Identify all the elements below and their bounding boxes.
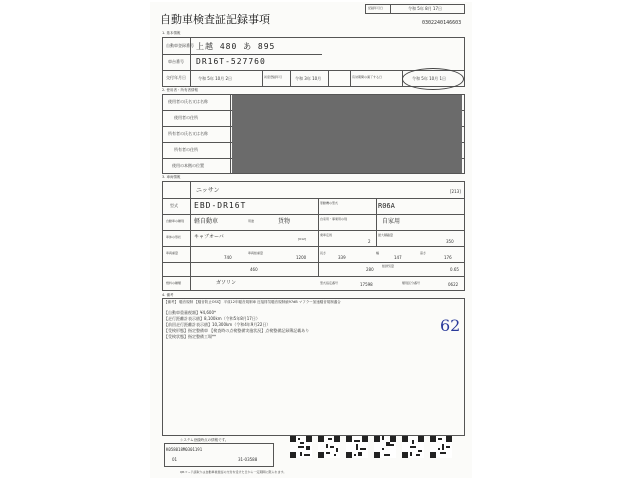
section-basic-heading: 1. 基本情報: [162, 31, 181, 35]
remarks-line-2: 【自動車重量税額】¥4,600*: [164, 310, 216, 315]
issue-date-label: 交付年月日: [166, 75, 186, 80]
user-address-label: 使用者の住所: [174, 115, 198, 120]
user-name-label: 使用者の氏名又は名称: [168, 99, 208, 104]
class-number: 0622: [448, 282, 459, 287]
height: 176: [444, 255, 452, 260]
expiry-date-circle: [402, 68, 464, 90]
footer-num: 01: [172, 457, 178, 462]
qr-code-4: [374, 436, 396, 458]
footer-code-2: 31-03588: [238, 457, 258, 462]
maker-name: ニッサン: [196, 187, 220, 194]
length: 339: [338, 255, 346, 260]
fuel-label: 燃料の種類: [166, 281, 182, 285]
max-load: 350: [446, 239, 454, 244]
chassis-label: 車台番号: [168, 59, 184, 64]
capacity: 2: [368, 239, 371, 244]
weight: 740: [224, 255, 232, 260]
gross-label: 車両総重量: [248, 251, 264, 255]
max-load-label: 最大積載量: [378, 233, 394, 237]
expiry-date: 令和 5年 10月 1日: [412, 76, 446, 81]
reg-number-label: 自動車登録番号: [166, 43, 194, 48]
remarks-line-6: 【受検状態】指定整備工場**: [164, 334, 216, 339]
maker-code: [213]: [450, 189, 461, 194]
model-cert-number: 17598: [360, 282, 373, 287]
class-label: 類別区分番号: [402, 281, 421, 285]
engine-label: 原動機の型式: [320, 201, 339, 205]
document-number: 0302240146603: [422, 20, 462, 26]
issue-date: 令和 5年 10月 2日: [198, 76, 232, 81]
gross-weight: 1200: [296, 255, 307, 260]
vehicle-kind: 軽自動車: [194, 218, 219, 225]
expiry-label: 有効期間の満了する日: [352, 75, 383, 79]
body-code: [012]: [298, 237, 307, 241]
engine-model: R06A: [378, 202, 395, 210]
first-reg-label: 初度登録年月: [264, 75, 283, 79]
qr-code-2: [318, 436, 340, 458]
qr-code-5: [402, 436, 424, 458]
axle-weight: 460: [250, 267, 258, 272]
record-date: 令和 5年 8月 17日: [408, 6, 442, 11]
footer-code-1: K058018M0301191: [166, 447, 203, 452]
record-date-label: 記録年月日: [368, 6, 384, 10]
remarks-line-4: 【前回走行距離計表示値】10,300km（令和4年9月22日）: [164, 322, 271, 327]
owner-name-label: 所有者の氏名又は名称: [168, 131, 208, 136]
body-label: 車体の形状: [166, 235, 182, 239]
capacity-label: 乗車定員: [320, 233, 333, 237]
qr-code-3: [346, 436, 368, 458]
model: EBD-DR16T: [194, 201, 247, 210]
width: 147: [394, 255, 402, 260]
height-label: 高さ: [420, 251, 427, 255]
footer-bottom-note: QRコード読取りは自動車検査証の交付を受けた日から一定期間に限られます。: [180, 470, 287, 474]
use-label: 用途: [248, 219, 255, 223]
remarks-line-1: 【備考】 騒音規制 【騒音防止OSS】 平成12年騒音規制車 近接排気騒音規制値97dB マフラー加速騒音規制適合: [164, 300, 341, 304]
model-label: 型式: [170, 203, 178, 208]
displacement-label: 総排気量: [382, 264, 395, 268]
fuel-type: ガソリン: [216, 280, 237, 286]
redacted-area: [232, 95, 462, 173]
width-label: 幅: [376, 251, 380, 255]
base-location-label: 使用の本拠の位置: [172, 163, 204, 168]
kind-label: 自動車の種別: [166, 219, 185, 223]
qr-code-6: [430, 436, 452, 458]
displacement: 0.65: [450, 267, 459, 272]
purpose-label: 自家用・事業用の別: [320, 217, 348, 221]
document-page: [150, 2, 472, 478]
chassis-number: DR16T-527760: [196, 57, 266, 66]
length-label: 長さ: [320, 251, 327, 255]
axle-weight-2: 280: [366, 267, 374, 272]
weight-label: 車両重量: [166, 251, 179, 255]
handwritten-number: 62: [440, 316, 461, 335]
section-user-heading: 2. 使用者・所有者情報: [162, 88, 198, 92]
model-cert-label: 型式指定番号: [320, 281, 339, 285]
owner-address-label: 所有者の住所: [174, 147, 198, 152]
body-shape: キャブオーバ: [194, 234, 224, 240]
qr-code-1: [290, 436, 312, 458]
document-title: 自動車検査証記録事項: [160, 13, 270, 26]
first-reg-date: 令和 3年 10月: [295, 76, 322, 81]
section-vehicle-heading: 3. 車両情報: [162, 175, 181, 179]
remarks-line-3: 【走行距離計表示値】8,100km（令和5年8月17日）: [164, 316, 260, 321]
reg-number: 上越 480 あ 895: [196, 42, 276, 51]
vehicle-use: 貨物: [278, 218, 291, 225]
section-remarks-heading: 4. 備考: [162, 293, 174, 297]
purpose: 自家用: [382, 218, 401, 225]
footer-note: システム登録時点の情報です。: [180, 438, 229, 442]
remarks-line-5: 【受検形態】指定整備車 【検査時の点検整備実施状況】点検整備記録簿記載あり: [164, 328, 310, 333]
